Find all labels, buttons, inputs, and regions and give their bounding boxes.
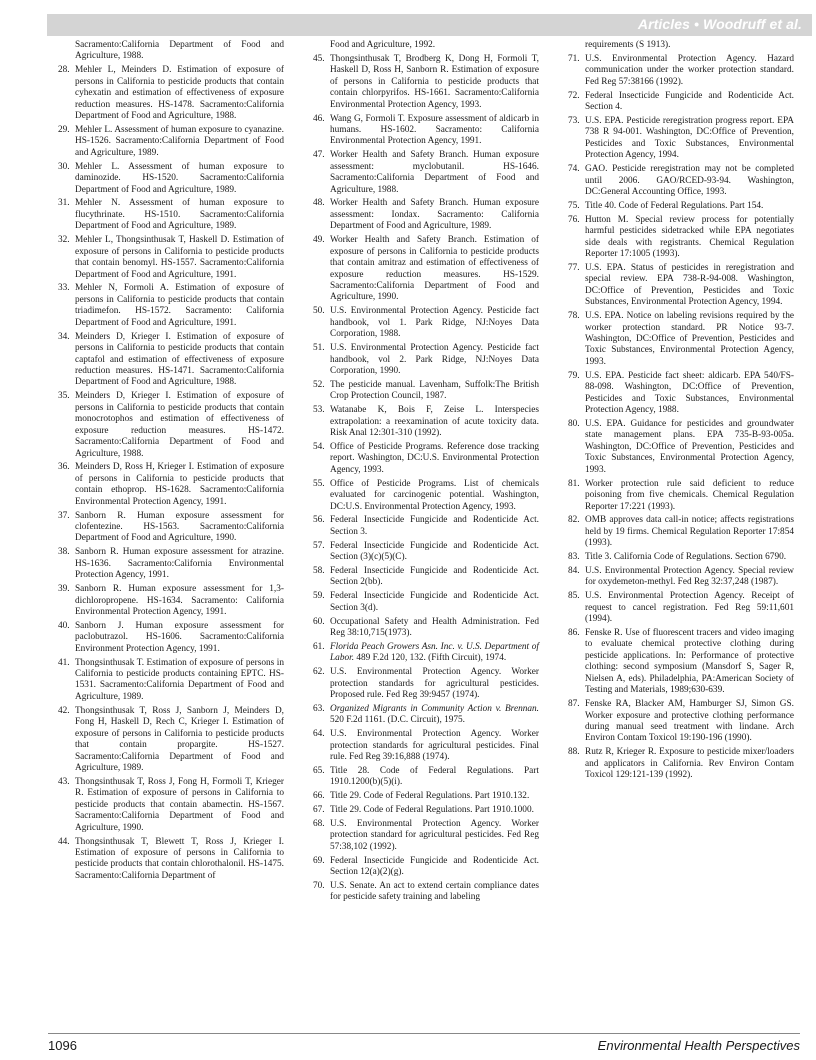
reference-text: Wang G, Formoli T. Exposure assessment of aldicarb in humans. HS-1602. Sacramento: California Environmental Protection Agency, 1991. [330, 113, 539, 147]
reference-item [313, 442, 539, 476]
reference-item [313, 380, 539, 403]
reference-item [568, 479, 794, 513]
reference-number: 65. [313, 765, 325, 776]
reference-item [313, 343, 539, 377]
reference-list [58, 40, 804, 970]
reference-text: The pesticide manual. Lavenham, Suffolk:The British Crop Protection Council, 1987. [330, 379, 539, 402]
reference-number: 74. [568, 164, 580, 175]
reference-item [313, 729, 539, 763]
reference-text: U.S. Environmental Protection Agency. Worker protection standards for agricultural pesticides. Proposed rule. Fed Reg 39:9457 (1974). [330, 667, 539, 701]
reference-number: 58. [313, 565, 325, 576]
reference-item [568, 311, 794, 368]
reference-text: Federal Insecticide Fungicide and Rodenticide Act. Section 3(d). [330, 591, 539, 613]
reference-number: 51. [313, 343, 325, 354]
reference-number: 72. [568, 90, 580, 101]
reference-item [313, 805, 539, 816]
reference-text: U.S. EPA. Guidance for pesticides and groundwater state management plans. EPA 735-B-93-005a. Washington, DC:Office of Prevention, Pesticides and Toxic Substances, Environmental Protection Agency, 1993. [585, 418, 794, 475]
running-header: Articles • Woodruff et al. [637, 16, 802, 32]
reference-number: 42. [58, 705, 70, 716]
reference-text: Mehler L, Meinders D. Estimation of exposure of persons in California to pesticide products that contain cyhexatin and estimation of effectiveness of exposure reduction measures. HS-1478. Sacramento:California Department of Food and Agriculture, 1988. [75, 65, 284, 122]
reference-item [313, 766, 539, 789]
reference-column-3 [568, 40, 794, 784]
reference-number: 67. [313, 805, 325, 816]
reference-number: 75. [568, 200, 580, 211]
reference-number: 47. [313, 150, 325, 161]
reference-item [313, 198, 539, 232]
reference-number: 76. [568, 214, 580, 225]
reference-text: Sacramento:California Department of Food and Agriculture, 1988. [75, 40, 284, 62]
reference-text: U.S. Environmental Protection Agency. Special review for oxydemeton-methyl. Fed Reg 32:37,248 (1987). [585, 565, 794, 588]
reference-text: Worker Health and Safety Branch. Human exposure assessment: Iondax. Sacramento: California Department of Food and Agriculture, 1989. [330, 198, 539, 232]
reference-number: 88. [568, 747, 580, 758]
reference-item [568, 591, 794, 625]
reference-number: 63. [313, 703, 325, 714]
reference-number: 73. [568, 115, 580, 126]
reference-text: Worker protection rule said deficient to reduce poisoning from five chemicals. Chemical Regulation Reporter 17:221 (1993). [585, 478, 794, 512]
reference-number: 83. [568, 552, 580, 563]
reference-text: Fenske RA, Blacker AM, Hamburger SJ, Simon GS. Worker exposure and protective clothing performance during manual seed treatment with lindane. Arch Environ Contam Toxicol 19:190-196 (1990). [585, 699, 794, 744]
header-bar [47, 14, 812, 36]
reference-item [313, 642, 539, 665]
reference-number: 38. [58, 547, 70, 558]
reference-text: GAO. Pesticide reregistration may not be completed until 2006. GAO/RCED-93-94. Washington, DC:General Accounting Office, 1993. [585, 164, 794, 197]
reference-item [568, 515, 794, 549]
reference-number: 70. [313, 880, 325, 891]
reference-number: 43. [58, 776, 70, 787]
reference-text: Worker Health and Safety Branch. Estimation of exposure of persons in California to pesticide products that contain amitraz and estimation of effectiveness of exposure reduction measures. HS-1529. Sacramento:California Department of Food and Agriculture, 1990. [330, 235, 539, 303]
reference-item [313, 515, 539, 538]
reference-text: Thongsinthusak T, Ross J, Fong H, Formoli T, Krieger R. Estimation of exposure of persons in California to pesticide products that contain abamectin. HS-1567. Sacramento:California Department of Food and Agriculture, 1990. [75, 776, 284, 833]
reference-text: U.S. Environmental Protection Agency. Worker protection standards for agricultural pesticides. Final rule. Fed Reg 39:16,888 (1974). [330, 729, 539, 763]
reference-number: 48. [313, 198, 325, 209]
reference-text: Meinders D, Krieger I. Estimation of exposure of persons in California to pesticide products that contain captafol and estimation of effectiveness of exposure reduction measures. HS-1471. Sacramento:California Department of Food and Agriculture, 1988. [75, 331, 284, 388]
reference-text: Thongsinthusak T, Ross J, Sanborn J, Meinders D, Fong H, Haskell D, Rech C, Krieger I. Estimation of exposure of persons in California to pesticide products that contain propargite. HS-1527. Sacramento:California Department of Food and Agriculture, 1989. [75, 705, 284, 774]
reference-item [313, 617, 539, 640]
reference-number: 52. [313, 379, 325, 390]
reference-text: U.S. Environmental Protection Agency. Receipt of request to cancel registration. Fed Reg 59:11,601 (1994). [585, 591, 794, 625]
reference-number: 82. [568, 515, 580, 526]
reference-item [58, 283, 284, 329]
reference-item [58, 777, 284, 834]
reference-item [58, 511, 284, 545]
reference-item [568, 628, 794, 697]
reference-number: 77. [568, 262, 580, 273]
reference-text: Mehler N. Assessment of human exposure to flucythrinate. HS-1510. Sacramento:California Department of Food and Agriculture, 1989. [75, 198, 284, 232]
reference-number: 35. [58, 391, 70, 402]
reference-number: 68. [313, 818, 325, 829]
reference-item [313, 479, 539, 513]
reference-text: Mehler L. Assessment of human exposure to cyanazine. HS-1526. Sacramento:California Department of Food and Agriculture, 1989. [75, 124, 284, 158]
reference-item [568, 201, 794, 212]
reference-text: Title 29. Code of Federal Regulations. Part 1910.1000. [330, 805, 534, 816]
reference-item [313, 591, 539, 614]
reference-number: 33. [58, 283, 70, 294]
reference-text: Meinders D, Krieger I. Estimation of exposure of persons in California to pesticide products that contain monocrotophos and estimation of effectiveness of exposure reduction measures. HS-1472. Sacramento:California Department of Food and Agriculture, 1988. [75, 391, 284, 459]
reference-text: Sanborn R. Human exposure assessment for 1,3-dichloropropene. HS-1634. Sacramento: California Environmental Protection Agency, 1991. [75, 584, 284, 617]
reference-number: 50. [313, 306, 325, 317]
reference-item [313, 40, 539, 51]
reference-item [568, 91, 794, 114]
reference-number: 60. [313, 616, 325, 627]
reference-item [58, 235, 284, 281]
reference-item [313, 819, 539, 853]
reference-number: 61. [313, 641, 325, 652]
reference-item [58, 706, 284, 775]
reference-text: Federal Insecticide Fungicide and Rodenticide Act. Section 2(bb). [330, 565, 539, 588]
reference-number: 64. [313, 729, 325, 740]
reference-text: Federal Insecticide Fungicide and Rodenticide Act. Section 3. [330, 515, 539, 537]
reference-number: 49. [313, 235, 325, 246]
reference-text: Mehler L. Assessment of human exposure to daminozide. HS-1520. Sacramento:California Department of Food and Agriculture, 1989. [75, 161, 284, 195]
reference-item [58, 462, 284, 508]
reference-item [568, 54, 794, 88]
reference-text: U.S. Environmental Protection Agency. Worker protection standard for agricultural pesticides. Fed Reg 57:38,102 (1992). [330, 818, 539, 852]
reference-text: Sanborn J. Human exposure assessment for paclobutrazol. HS-1606. Sacramento:California Environment Protection Agency, 1991. [75, 620, 284, 654]
reference-text: Mehler L, Thongsinthusak T, Haskell D. Estimation of exposure of persons in California to pesticide products that contain benomyl. HS-1557. Sacramento:California Department of Food and Agriculture, 1991. [75, 235, 284, 280]
reference-text: U.S. Environmental Protection Agency. Hazard communication under the worker protection standard. Fed Reg 57:38166 (1992). [585, 53, 794, 87]
reference-item [313, 566, 539, 589]
reference-text: Federal Insecticide Fungicide and Rodenticide Act. Section (3)(c)(5)(C). [330, 540, 539, 563]
reference-text: Office of Pesticide Programs. List of chemicals evaluated for carcinogenic potential. Washington, DC:U.S. Environmental Protection Agency, 1993. [330, 478, 539, 512]
journal-name: Environmental Health Perspectives [597, 1038, 800, 1053]
reference-number: 32. [58, 235, 70, 246]
reference-number: 45. [313, 53, 325, 64]
reference-text: Office of Pesticide Programs. Reference dose tracking report. Washington, DC:U.S. Environmental Protection Agency, 1993. [330, 441, 539, 475]
reference-number: 53. [313, 405, 325, 416]
reference-item [58, 837, 284, 883]
reference-number: 29. [58, 124, 70, 135]
reference-item [568, 263, 794, 309]
reference-text: Mehler N, Formoli A. Estimation of exposure of persons in California to pesticide products that contain triadimefon. HS-1572. Sacramento: California Department of Food and Agriculture, 1991. [75, 283, 284, 328]
reference-text: Organized Migrants in Community Action v. Brennan. 520 F.2d 1161. (D.C. Circuit), 1975. [330, 703, 539, 726]
reference-text: U.S. EPA. Status of pesticides in reregistration and special review. EPA 738-R-94-008. Washington, DC:Office of Prevention, Pesticides and Toxic Substances, Environmental Protection Agency, 1994. [585, 262, 794, 308]
reference-number: 28. [58, 65, 70, 76]
reference-text: U.S. Senate. An act to extend certain compliance dates for pesticide safety training and labeling [330, 880, 539, 903]
reference-item [58, 547, 284, 581]
reference-number: 71. [568, 53, 580, 64]
reference-text: Title 40. Code of Federal Regulations. Part 154. [585, 200, 764, 211]
reference-item [58, 658, 284, 704]
reference-item [313, 856, 539, 879]
reference-item [313, 667, 539, 701]
reference-item [313, 881, 539, 904]
reference-item [313, 405, 539, 439]
reference-item [313, 541, 539, 564]
reference-number: 87. [568, 699, 580, 710]
reference-item [58, 40, 284, 63]
reference-text: Thongsinthusak T, Blewett T, Ross J, Krieger I. Estimation of exposure of persons in California to pesticide products that contain chlorothalonil. HS-1475. Sacramento:California Department of [75, 836, 284, 881]
reference-text: U.S. Environmental Protection Agency. Pesticide fact handbook, vol 1. Park Ridge, NJ:Noyes Data Corporation, 1988. [330, 306, 539, 340]
reference-number: 41. [58, 657, 70, 668]
reference-text: requirements (S 1913). [585, 40, 671, 50]
reference-number: 54. [313, 441, 325, 452]
reference-text: Sanborn R. Human exposure assessment for clofentezine. HS-1563. Sacramento:California Department of Food and Agriculture, 1990. [75, 510, 284, 544]
reference-item [313, 791, 539, 802]
reference-text: U.S. EPA. Notice on labeling revisions required by the worker protection standard. PR Notice 93-7. Washington, DC:Office of Prevention, Pesticides and Toxic Substances, Environmental Protection Agency, 1993. [585, 311, 794, 367]
reference-number: 66. [313, 791, 325, 802]
reference-text: U.S. Environmental Protection Agency. Pesticide fact handbook, vol 2. Park Ridge, NJ:Noyes Data Corporation, 1990. [330, 343, 539, 376]
reference-item [313, 54, 539, 111]
reference-number: 69. [313, 855, 325, 866]
reference-text: Hutton M. Special review process for potentially harmful pesticides sidetracked while EPA negotiates side deals with registrants. Chemical Regulation Reporter 17:1005 (1993). [585, 214, 794, 260]
reference-text: Title 3. California Code of Regulations. Section 6790. [585, 552, 787, 563]
reference-number: 84. [568, 565, 580, 576]
reference-number: 46. [313, 113, 325, 124]
reference-number: 86. [568, 628, 580, 638]
reference-number: 44. [58, 836, 70, 847]
reference-item [568, 371, 794, 417]
reference-number: 39. [58, 584, 70, 595]
reference-item [58, 65, 284, 122]
reference-number: 62. [313, 667, 325, 678]
reference-number: 36. [58, 462, 70, 473]
reference-text: Florida Peach Growers Asn. Inc. v. U.S. Department of Labor. 489 F.2d 120, 132. (Fifth Circuit), 1974. [330, 641, 539, 664]
reference-item [58, 621, 284, 655]
reference-item [58, 332, 284, 389]
reference-number: 40. [58, 620, 70, 631]
reference-number: 85. [568, 591, 580, 602]
reference-item [58, 125, 284, 159]
reference-column-1 [58, 40, 284, 885]
reference-item [568, 40, 794, 51]
reference-item [568, 164, 794, 198]
reference-item [568, 699, 794, 745]
reference-number: 59. [313, 591, 325, 602]
reference-text: Federal Insecticide Fungicide and Rodenticide Act. Section 12(a)(2)(g). [330, 855, 539, 878]
reference-number: 80. [568, 418, 580, 429]
reference-column-2 [313, 40, 539, 906]
reference-text: Federal Insecticide Fungicide and Rodenticide Act. Section 4. [585, 90, 794, 113]
reference-number: 37. [58, 510, 70, 521]
reference-item [568, 552, 794, 563]
reference-text: Watanabe K, Bois F, Zeise L. Interspecies extrapolation: a reexamination of acute toxicity data. Risk Anal 12:301-310 (1992). [330, 405, 539, 439]
reference-number: 78. [568, 311, 580, 322]
reference-number: 30. [58, 161, 70, 172]
reference-item [568, 747, 794, 781]
reference-item [313, 306, 539, 340]
reference-text: Meinders D, Ross H, Krieger I. Estimation of exposure of persons in California to pesticide products that contain ethoprop. HS-1628. Sacramento:California Environmental Protection Agency, 1991. [75, 462, 284, 507]
reference-number: 56. [313, 515, 325, 526]
reference-text: Worker Health and Safety Branch. Human exposure assessment: myclobutanil. HS-1646. Sacramento:California Department of Food and Agriculture, 1988. [330, 150, 539, 195]
reference-number: 31. [58, 198, 70, 209]
reference-number: 81. [568, 478, 580, 489]
reference-item [313, 704, 539, 727]
reference-text: Thongsinthusak T. Estimation of exposure of persons in California to pesticide products containing EPTC. HS-1531. Sacramento:California Department of Food and Agriculture, 1989. [75, 657, 284, 702]
reference-item [58, 584, 284, 618]
reference-item [568, 566, 794, 589]
reference-item [568, 419, 794, 476]
reference-text: U.S. EPA. Pesticide fact sheet: aldicarb. EPA 540/FS-88-098. Washington, DC:Office of Prevention, Pesticides and Toxic Substances, Environmental Protection Agency, 1988. [585, 370, 794, 416]
reference-text: Title 28. Code of Federal Regulations. Part 1910.1200(b)(5)(i). [330, 765, 539, 788]
reference-number: 34. [58, 331, 70, 342]
reference-item [313, 235, 539, 304]
reference-item [58, 198, 284, 232]
footer-rule [48, 1033, 800, 1034]
reference-number: 55. [313, 478, 325, 489]
reference-text: Occupational Safety and Health Administration. Fed Reg 38:10,715(1973). [330, 616, 539, 638]
reference-text: Fenske R. Use of fluorescent tracers and video imaging to evaluate chemical protective clothing during pesticide applications. In: Performance of protective clothing: second symposium (Mansdorf S, Sager R, Nielsen A, eds). Philadelphia, PA:American Society of Testing and Materials, 1989;630-639. [585, 628, 794, 696]
reference-item [58, 162, 284, 196]
reference-text: Food and Agriculture, 1992. [330, 40, 436, 50]
reference-number: 57. [313, 540, 325, 551]
page-number: 1096 [48, 1038, 77, 1053]
reference-text: Rutz R, Krieger R. Exposure to pesticide mixer/loaders and applicators in California. Rev Environ Contam Toxicol 129:121-139 (1992). [585, 747, 794, 781]
reference-item [568, 215, 794, 261]
reference-item [313, 114, 539, 148]
reference-text: Thongsinthusak T, Brodberg K, Dong H, Formoli T, Haskell D, Ross H, Sanborn R. Estimation of exposure of persons in California to pesticide products that contain chlorpyrifos. HS-1661. Sacramento:California Environmental Protection Agency, 1993. [330, 53, 539, 110]
reference-text: U.S. EPA. Pesticide reregistration progress report. EPA 738 R 94-001. Washington, DC:Office of Prevention, Pesticides and Toxic Substances, Environmental Protection Agency, 1994. [585, 115, 794, 161]
reference-item [58, 391, 284, 460]
reference-text: Title 29. Code of Federal Regulations. Part 1910.132. [330, 791, 530, 802]
reference-number: 79. [568, 370, 580, 381]
reference-text: Sanborn R. Human exposure assessment for atrazine. HS-1636. Sacramento:California Environmental Protection Agency, 1991. [75, 547, 284, 581]
reference-item [313, 150, 539, 196]
reference-item [568, 116, 794, 162]
reference-text: OMB approves data call-in notice; affects registrations held by 19 firms. Chemical Regulation Reporter 17:854 (1993). [585, 515, 794, 549]
